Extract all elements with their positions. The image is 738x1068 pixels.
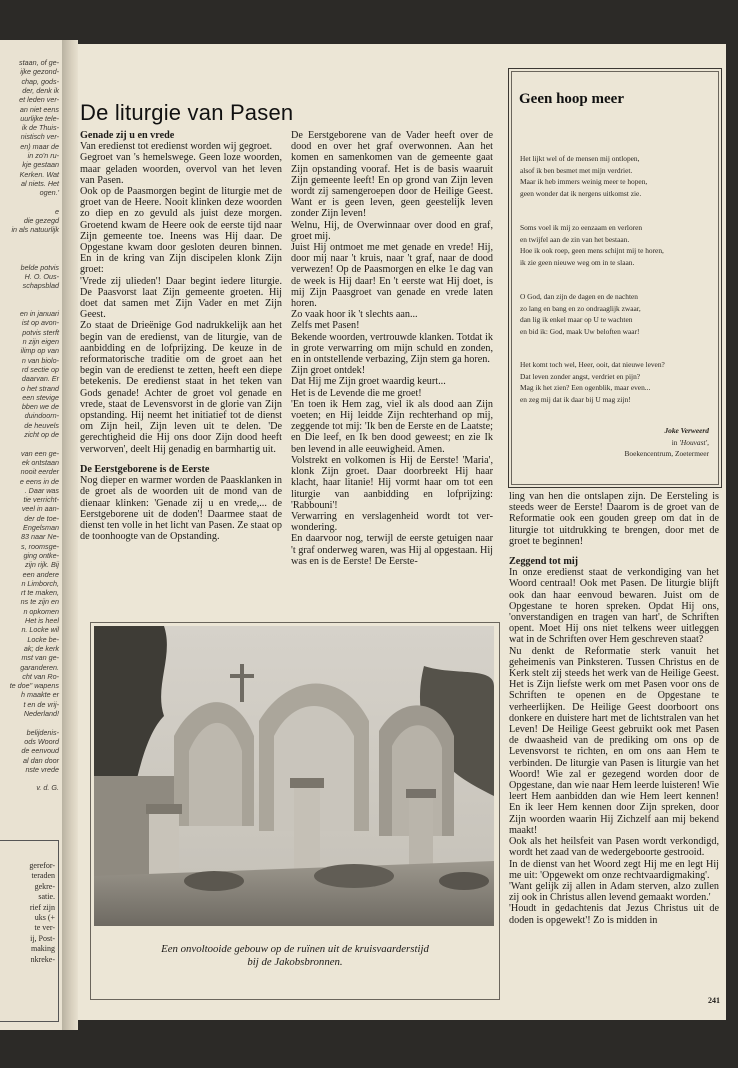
photo-caption: [99, 943, 491, 969]
photo-frame: [90, 622, 500, 1000]
cross-vertical: [240, 664, 244, 702]
poem-title: Geen hoop meer: [519, 91, 624, 107]
previous-page-fragment: mst van ge-: [21, 653, 59, 663]
page-number: 241: [708, 996, 720, 1005]
previous-page-fragment: e eens in de: [19, 476, 59, 486]
previous-page-fragment: veel in aan-: [21, 504, 59, 514]
previous-page-box-fragment: ij, Post-: [30, 933, 55, 943]
magazine-page: [78, 44, 726, 1020]
previous-page-fragment: de eenvoud: [21, 746, 59, 756]
column-3-capital: [406, 789, 436, 798]
previous-page-fragment: ilimp op van: [20, 346, 59, 356]
previous-page-fragment: t en de vrij-: [23, 699, 59, 709]
poem-source-suffix: ,: [707, 437, 709, 447]
previous-page-fragment: ogen.': [39, 188, 59, 198]
previous-page-fragment: an niet eens: [19, 104, 59, 114]
previous-page-fragment: garanderen.: [20, 662, 59, 672]
previous-page-fragment: uurlijke tele-: [20, 113, 59, 123]
previous-page-fragment: ods Woord: [24, 736, 59, 746]
previous-page-fragment: potvis sterft: [22, 327, 59, 337]
previous-page-fragment: der, denk ik: [22, 85, 59, 95]
previous-page-box-fragment: teraden: [31, 871, 55, 881]
previous-page-fragment: van een ge-: [21, 448, 59, 458]
ruins-photo: [94, 626, 494, 926]
article-paragraph: Nog dieper en warmer worden de Paasklanken in de groet als de woorden uit de mond van de dienaar klinken: 'Genade zij u en vrede,... de Eerstgeborene uit de doden'! Daarmee staat de dienst ten volle in het licht van Pasen. Ze staat op de toonhoogte van de Opstanding.: [80, 475, 282, 543]
previous-page-box-fragment: gerefor-: [29, 861, 55, 870]
previous-page-fragment: o het strand: [21, 383, 59, 393]
previous-page-fragment: chap, gods-: [21, 76, 59, 86]
article-title: De liturgie van Pasen: [80, 100, 294, 125]
article-paragraph: In de dienst van het Woord zegt Hij me en legt Hij me uit: 'Opgewekt om onze rechtvaardigmaking'.: [509, 858, 719, 881]
previous-page-fragment: n zijn eigen: [22, 337, 59, 346]
cross-horizontal: [230, 674, 254, 678]
poem-source-title: 'Houvast': [679, 437, 708, 447]
previous-page-fragment: die gezegd: [23, 216, 59, 226]
article-paragraph: Ook op de Paasmorgen begint de liturgie met de groet van de Heere. Nooit klinken deze woorden zo diep en zo gevuld als juist deze morgen. Groetend kwam de Heere ook de eerste tijd naar Zijn gemeente toe. Ineens was Hij daar. De Opgestane kwam door gesloten deuren binnen. En in de kring van Zijn discipelen klonk Zijn groet:: [80, 186, 282, 276]
article-paragraph: Zelfs met Pasen!: [291, 320, 360, 332]
previous-page-fragment: rd sectie op: [21, 364, 59, 374]
previous-page-fragment: Locke be-: [27, 634, 59, 644]
poem-stanza-3: [520, 291, 720, 337]
previous-page-fragment: daarvan. Er: [21, 374, 59, 384]
previous-page-fragment: . Daar was: [24, 485, 59, 495]
previous-page-fragment: en) maar de: [20, 141, 59, 151]
rubble-1: [184, 871, 244, 891]
previous-page-fragment: Kerken. Wat: [19, 169, 59, 179]
previous-page-fragment: nste vrede: [25, 764, 59, 774]
article-paragraph: Welnu, Hij, de Overwinnaar over dood en graf, groet mij.: [291, 219, 493, 242]
previous-page-fragment: H. O. Ous-: [24, 271, 59, 281]
previous-page-fragment: rt te maken,: [21, 588, 59, 598]
article-column-3: [509, 491, 719, 926]
article-paragraph: In onze eredienst staat de verkondiging van het Woord centraal! Ook met Pasen. De liturgie blijft ook dan haar eenvoud bewaren. Juist om de Opgestane te horen spreken. Opdat Hij ons, 'onverstandigen en tragen van hart', de Schriften opent. Moet Hij ons niet telkens weer uitleggen wat in de Schriften over Hem geschreven staat?: [509, 567, 719, 646]
previous-page-box: [0, 840, 59, 1022]
previous-page-box-fragment: making: [31, 944, 55, 954]
section-heading: Genade zij u en vrede: [80, 130, 175, 141]
previous-page-fragment: tie verricht-: [23, 495, 59, 505]
previous-page-fragment: de heuvels: [24, 420, 59, 430]
previous-page-fragment: n van biolo-: [21, 355, 59, 365]
article-paragraph: Van eredienst tot eredienst worden wij gegroet.: [80, 141, 273, 153]
previous-page-fragment: e: [55, 206, 59, 216]
photo-caption-line-2: bij de Jakobsbronnen.: [247, 956, 343, 968]
previous-page-fragment: et leden ver-: [19, 95, 59, 105]
article-paragraph: Zijn groet ontdek!: [291, 365, 366, 377]
previous-page-fragment: zicht op de: [24, 430, 59, 439]
previous-page-fragment: en in januari: [19, 309, 59, 319]
article-paragraph: Zo staat de Drieënige God nadrukkelijk aan het begin van de eredienst, van de liturgie, van de aanbidding en de lofprijzing. De keuze in de reformatorische traditie om de groet aan het begin van de eredienst te zetten, heeft een diepe betekenis. De eredienst staat in het teken van Gods genade! Achter de groet vol genade en vrede, staat de Levensvorst in de glorie van Zijn opstanding. Hij neemt het initiatief tot de dienst om Zijn heil, Zijn leven uit te delen. 'De gerechtigheid die Hij ons door Zijn dood heeft verworven', deelt Hij genadig en barmhartig uit.: [80, 320, 282, 455]
poem-line: geen wonder dat ik nergens uitkomst zie.: [520, 188, 642, 198]
paragraph-gap: [509, 547, 719, 556]
previous-page-fragment: Nederland!: [23, 709, 59, 718]
previous-page-fragment: een stevige: [22, 392, 59, 402]
previous-page-fragment: bben we de: [21, 402, 59, 412]
previous-page-fragment: nooit eerder: [20, 467, 59, 477]
previous-page-fragment: n. Locke wil: [21, 625, 59, 635]
previous-page-fragment: belde potvis: [20, 262, 59, 272]
article-paragraph: Dat Hij me Zijn groet waardig keurt...: [291, 376, 446, 388]
article-column-2: [291, 130, 493, 567]
previous-page-box-fragment: gekre-: [34, 881, 55, 891]
poem-attribution: [624, 425, 709, 460]
rubble-2: [314, 864, 394, 888]
section-heading: De Eerstgeborene is de Eerste: [80, 463, 210, 475]
photo-caption-line-1: Een onvoltooide gebouw op de ruïnen uit de kruisvaarderstijd: [161, 943, 429, 955]
poem-source-prefix: in: [671, 437, 680, 447]
article-paragraph: Juist Hij ontmoet me met genade en vrede! Hij, door mij naar 't kruis, naar 't graf, naar de dood verwezen! Op de Paasmorgen en elke 1e dag van de week is Hij daar! En 't eerste wat Hij doet, is mij Zijn Paasgroet van genade en vrede laten horen.: [291, 242, 493, 310]
article-paragraph: Nu denkt de Reformatie sterk vanuit het geheimenis van Pinksteren. Tussen Christus en de Kerk stelt zij steeds het werk van de Heilige Geest. Het is Zijn liefste werk om met Pasen voor ons de Schriften te openen en de Opgestane te verheerlijken. De Heilige Geest doorboort ons donkere en duistere hart met de lichtstralen van het Leven! De Heilige Geest gebruikt ook met Pasen de dwaasheid van de prediking om ons op de Levensvorst te richten, en om ons aan Hem te verbinden. De liturgie van Pasen is liturgie van het Woord! Wie zal er gezegend worden door de Opgestane, dan wie naar Hem leerde luisteren! Wie leert Hem aanbidden dan wie Hem leert kennen! En ik leer Hem kennen door Zijn spreken, door Zijn woorden waarin Hij Zichzelf aan mij bekend maakt!: [509, 645, 719, 836]
article-paragraph: ling van hen die ontslapen zijn. De Eersteling is steeds weer de Eerste! Daarom is de groet van de Reformatie ook een gouden greep om dat in de liturgie tot uitdrukking te brengen, door met de groet te beginnen!: [509, 491, 719, 547]
poem-line: Maar ik heb immers weinig meer te hopen,: [520, 177, 648, 187]
previous-page-fragment: zijn rijk. Bij: [25, 560, 59, 570]
article-paragraph: 'Want gelijk zij allen in Adam sterven, alzo zullen zij ook in Christus allen levend gemaakt worden.': [509, 880, 719, 904]
previous-page-fragment: duindoorn-: [24, 411, 59, 421]
previous-page-fragment: ns te zijn en: [20, 597, 59, 607]
previous-page-fragment: te doe" wapens: [9, 681, 59, 691]
article-column-1: [80, 130, 282, 542]
poem-line: Dat leven zonder angst, verdriet en pijn?: [520, 371, 641, 381]
poem-source: [624, 437, 709, 449]
article-paragraph: Gegroet van 's hemelswege. Geen loze woorden, maar geladen woorden, overvol van het leven van Pasen.: [80, 152, 282, 186]
poem-line: alsof ik ben besmet met mijn verdriet.: [520, 165, 633, 175]
previous-page-fragment: 83 naar Ne-: [21, 532, 59, 542]
previous-page-box-fragment: nkreke-: [30, 954, 55, 964]
article-paragraph: Volstrekt en volkomen is Hij de Eerste! 'Maria', klonk Zijn groet. Daar doorbreekt Hij haar klacht, haar litanie! Hij vormt haar om tot een liturgie van aanbidding en lofprijzing: 'Rabbouni'!: [291, 454, 493, 511]
previous-page-fragment: belijdenis-: [26, 727, 59, 737]
poem-box: [508, 68, 722, 488]
poem-line: Mag ik het zien? Een ogenblik, maar even...: [520, 383, 651, 393]
previous-page-box-fragment: te ver-: [34, 923, 55, 933]
poem-line: ik zie geen nieuwe weg om in te slaan.: [520, 257, 635, 267]
article-paragraph: Zo vaak hoor ik 't slechts aan...: [291, 309, 418, 321]
rubble-3: [439, 872, 489, 890]
poem-line: Hoe ik ook roep, geen mens schijnt mij te horen,: [520, 246, 664, 256]
previous-page-fragment: n opkomen: [23, 606, 59, 616]
previous-page-box-fragment: uks (+: [34, 913, 55, 923]
poem-box-inner-rule: [511, 71, 719, 485]
poem-line: zo lang en bang en zo ondraaglijk zwaar,: [520, 303, 641, 313]
previous-page-fragment: al dan door: [23, 755, 59, 765]
poem-line: en zeg mij dat ik daar bij U mag zijn!: [520, 394, 631, 404]
poem-line: en bid ik: God, maak Uw beloften waar!: [520, 326, 640, 336]
previous-page-fragment: h maakte er: [21, 690, 59, 700]
article-paragraph: Ook als het heilsfeit van Pasen wordt verkondigd, wordt het zaad van de wedergeboorte gestrooid.: [509, 836, 719, 859]
article-paragraph: Het is de Levende die me groet!: [291, 387, 422, 399]
column-1-capital: [146, 804, 182, 814]
previous-page-fragment: der de toe-: [24, 513, 59, 523]
previous-page-fragment: ijke gezond-: [20, 67, 59, 77]
paragraph-gap: [80, 455, 282, 464]
article-paragraph: 'Houdt in gedachtenis dat Jezus Christus uit de doden is opgewekt'! Zo is midden in: [509, 903, 719, 926]
poem-stanza-2: [520, 222, 720, 268]
previous-page-fragment: nistisch ver-: [20, 132, 59, 142]
previous-page-fragment: in als natuurlijk: [11, 225, 59, 235]
article-paragraph: En daarvoor nog, terwijl de eerste getuigen naar 't graf onderweg waren, was Hij al opgestaan. Hij was en is de Eerste! De Eerste-: [291, 533, 493, 567]
poem-line: dan lig ik enkel maar op U te wachten: [520, 315, 633, 325]
previous-page-fragment: ging ontke-: [23, 550, 59, 560]
previous-page-fragment: v. d. G.: [36, 783, 59, 793]
poem-line: en twijfel aan de zin van het bestaan.: [520, 234, 630, 244]
poem-line: O God, dan zijn de dagen en de nachten: [520, 292, 639, 301]
arch-left-opening: [189, 723, 242, 826]
poem-stanza-1: [520, 153, 720, 199]
previous-page-fragment: Engelsman: [23, 523, 59, 532]
previous-page-fragment: ak; de kerk: [23, 643, 59, 653]
article-paragraph: 'En toen ik Hem zag, viel ik als dood aan Zijn voeten; en Hij leidde Zijn rechterhand op mij, zeggende tot mij: 'Ik ben de Eerste en de Laatste; en Die leef, en Ik ben dood geweest; en zie Ik ben levend in alle eeuwigheid. Amen.: [291, 398, 493, 455]
previous-page-fragment: schapsblad: [22, 281, 59, 291]
article-paragraph: Verwarring en verslagenheid wordt tot verwondering.: [291, 510, 493, 534]
previous-page-box-text: [29, 861, 55, 965]
previous-page-box-fragment: satie.: [38, 892, 55, 902]
poem-line: Het lijkt wel of de mensen mij ontlopen,: [520, 154, 640, 163]
article-paragraph: 'Vrede zij ulieden'! Daar begint iedere liturgie. De Paasvorst laat Zijn gemeente groeten. Hij doet dat samen met Zijn Vader en met Zijn Geest.: [80, 275, 282, 321]
previous-page-fragment: kje gestaan: [22, 160, 59, 170]
previous-page-fragment: ist op avon-: [21, 318, 59, 328]
previous-page-fragment: ik de Thuis-: [21, 123, 59, 133]
previous-page-box-fragment: rief zijn: [29, 902, 55, 912]
previous-page-fragment: in zo'n ru-: [27, 151, 59, 160]
article-paragraph: De Eerstgeborene van de Vader heeft over de dood en over het graf overwonnen. Aan het komen en samenkomen van de gemeente gaat Zijn opstanding vooraf. Het is de basis waaruit Zijn gemeente leeft! En op grond van Zijn leven wordt zij samengeroepen door de Heilige Geest. Want er is geen leven, geen geestelijk leven zonder Zijn leven!: [291, 130, 493, 220]
poem-stanza-4: [520, 359, 720, 405]
column-2-capital: [290, 778, 324, 788]
previous-page-edge: [0, 40, 62, 1030]
previous-page-fragment: s, roomsge-: [21, 541, 59, 551]
previous-page-fragment: ek ontstaan: [21, 457, 59, 467]
previous-page-fragment: staan, of ge-: [19, 58, 59, 67]
poem-line: Soms voel ik mij zo eenzaam en verloren: [520, 223, 643, 232]
previous-page-fragment: al niets. Het: [21, 178, 59, 188]
article-paragraph: Bekende woorden, vertrouwde klanken. Totdat ik in grote verwarring om mijn schuld en zonden, en in ontstellende verbazing, Zijn stem ga horen.: [291, 331, 493, 366]
previous-page-fragment: Het is heel: [25, 616, 59, 625]
previous-page-fragment: een andere: [22, 569, 59, 579]
book-gutter: [62, 40, 78, 1030]
poem-publisher: Boekencentrum, Zoetermeer: [624, 449, 709, 459]
previous-page-fragment: n Limborch,: [21, 578, 59, 588]
previous-page-fragment: cht van Ro-: [22, 671, 59, 681]
poem-line: Het komt toch wel, Heer, ooit, dat nieuwe leven?: [520, 360, 665, 369]
section-heading: Zeggend tot mij: [509, 556, 579, 568]
poem-author: Joke Verweerd: [664, 426, 709, 435]
